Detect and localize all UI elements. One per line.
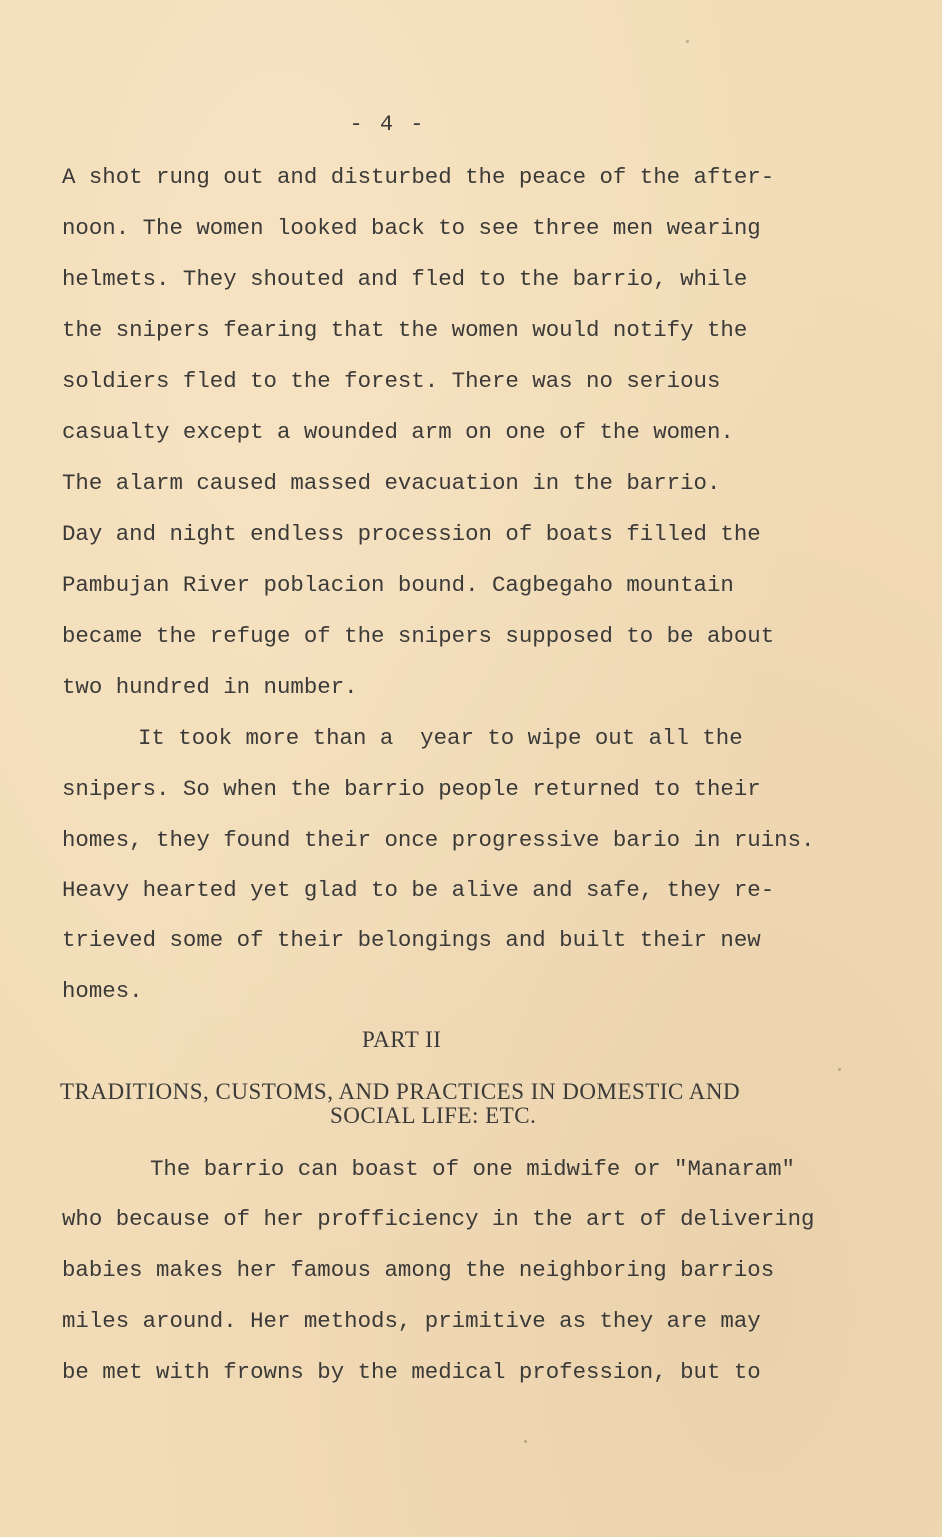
text-line: Day and night endless procession of boats filled the: [62, 521, 761, 547]
paper-speck: [524, 1440, 527, 1443]
text-line-indented: It took more than a year to wipe out all the: [138, 725, 743, 751]
text-line: noon. The women looked back to see three men wearing: [62, 215, 761, 241]
text-line: who because of her profficiency in the art of delivering: [62, 1206, 815, 1232]
text-line: The alarm caused massed evacuation in the barrio.: [62, 470, 721, 496]
text-line: Pambujan River poblacion bound. Cagbegaho mountain: [62, 572, 734, 598]
text-line: be met with frowns by the medical profession, but to: [62, 1359, 761, 1385]
text-line: snipers. So when the barrio people returned to their: [62, 776, 761, 802]
text-line: homes, they found their once progressive bario in ruins.: [62, 827, 815, 853]
text-line: helmets. They shouted and fled to the barrio, while: [62, 266, 748, 292]
text-line: homes.: [62, 978, 143, 1004]
section-title-line-1: TRADITIONS, CUSTOMS, AND PRACTICES IN DOMESTIC AND: [60, 1079, 741, 1104]
text-line: casualty except a wounded arm on one of the women.: [62, 419, 734, 445]
text-line: trieved some of their belongings and built their new: [62, 927, 761, 953]
section-title-line-2: SOCIAL LIFE: ETC.: [330, 1103, 537, 1128]
paper-speck: [686, 40, 689, 43]
text-line: A shot rung out and disturbed the peace of the after-: [62, 164, 775, 190]
text-line: two hundred in number.: [62, 674, 358, 700]
text-line-indented: The barrio can boast of one midwife or "Manaram": [150, 1156, 795, 1182]
text-line: soldiers fled to the forest. There was no serious: [62, 368, 721, 394]
text-line: babies makes her famous among the neighboring barrios: [62, 1257, 775, 1283]
text-line: miles around. Her methods, primitive as they are may: [62, 1308, 761, 1334]
text-line: became the refuge of the snipers supposed to be about: [62, 623, 775, 649]
paper-speck: [838, 1068, 841, 1071]
text-line: Heavy hearted yet glad to be alive and safe, they re-: [62, 877, 775, 903]
text-line: the snipers fearing that the women would notify the: [62, 317, 748, 343]
section-part-heading: PART II: [362, 1027, 442, 1052]
page-number: - 4 -: [349, 112, 426, 137]
